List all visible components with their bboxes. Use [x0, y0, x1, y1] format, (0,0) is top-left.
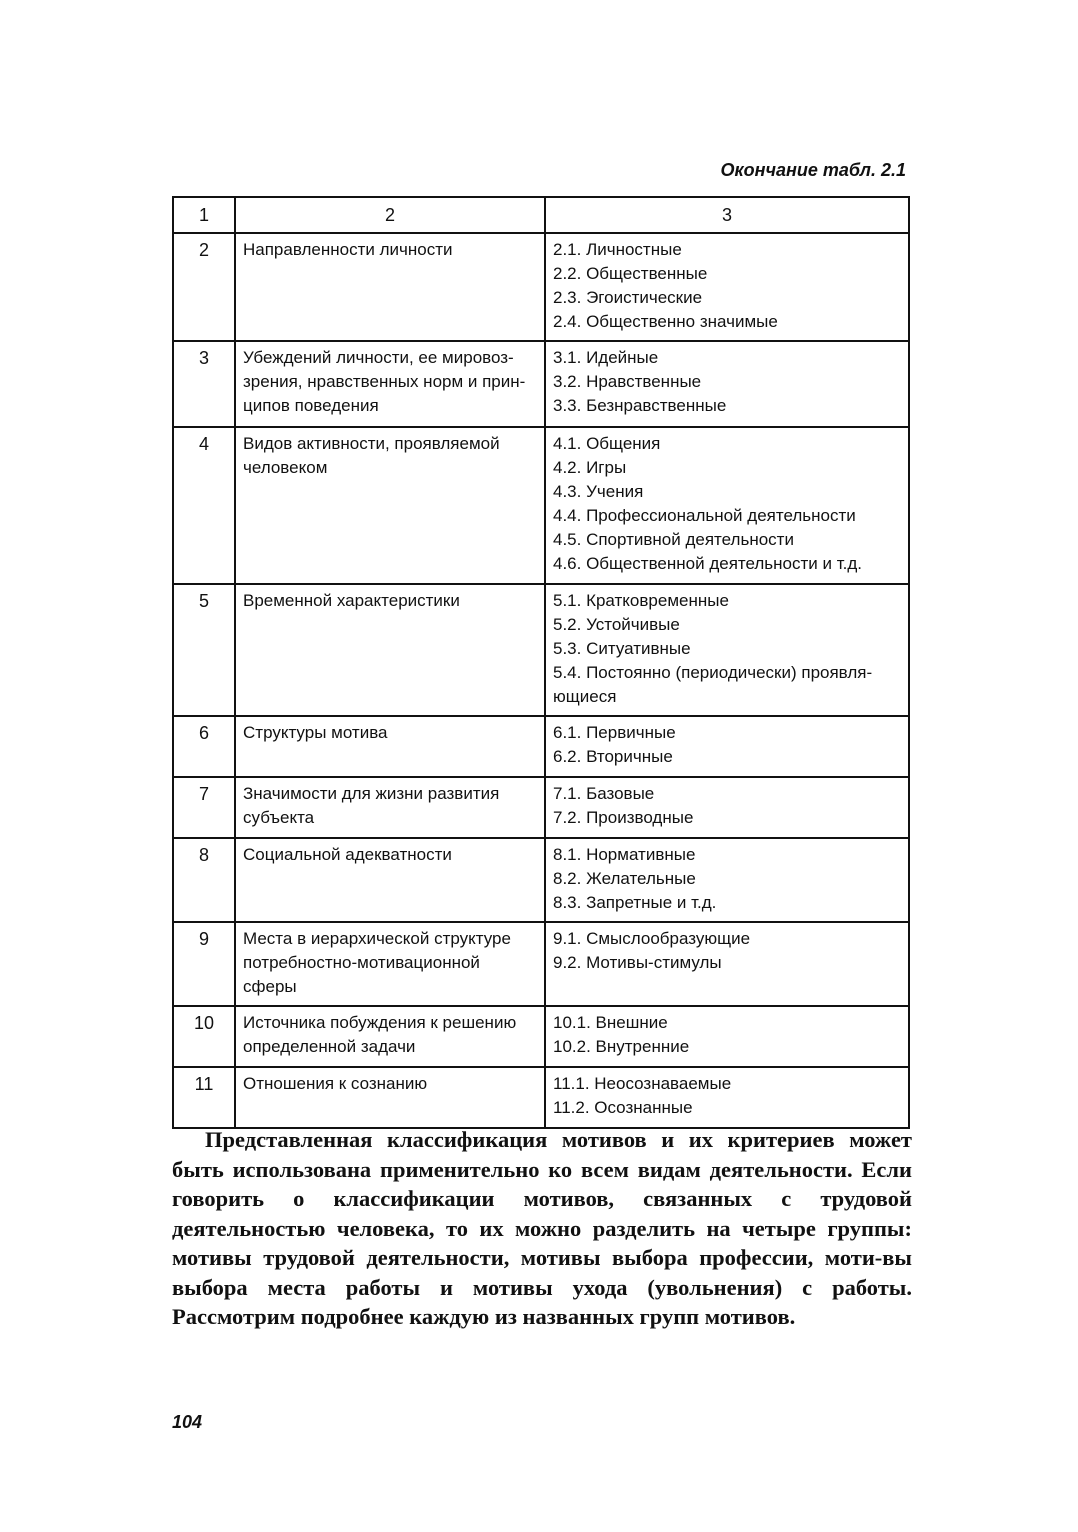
criterion-cell: Видов активности, проявляемой человеком: [235, 427, 545, 584]
criterion-cell: Структуры мотива: [235, 716, 545, 777]
type-item: 8.1. Нормативные: [553, 845, 696, 864]
criterion-cell: Места в иерархической структуре потребностно-мотивационной сферы: [235, 922, 545, 1006]
criterion-cell: Временной характеристики: [235, 584, 545, 716]
type-item: 9.2. Мотивы-стимулы: [553, 953, 722, 972]
type-item: 11.2. Осознанные: [553, 1098, 693, 1117]
row-number: 10: [173, 1006, 235, 1067]
criterion-cell: Убеждений личности, ее мировоз-зрения, нравственных норм и прин-ципов поведения: [235, 341, 545, 427]
type-item: 4.3. Учения: [553, 482, 644, 501]
types-cell: [545, 716, 909, 777]
types-cell: [545, 233, 909, 341]
type-item: 4.2. Игры: [553, 458, 627, 477]
table-row: [173, 1006, 909, 1067]
row-number: 2: [173, 233, 235, 341]
type-item: 7.1. Базовые: [553, 784, 655, 803]
row-number: 5: [173, 584, 235, 716]
row-number: 6: [173, 716, 235, 777]
type-item: 3.1. Идейные: [553, 348, 659, 367]
page-number: 104: [172, 1412, 203, 1432]
type-item: 2.4. Общественно значимые: [553, 312, 778, 331]
type-item: 11.1. Неосознаваемые: [553, 1074, 732, 1093]
type-item: 5.2. Устойчивые: [553, 615, 680, 634]
table-row: [173, 838, 909, 922]
type-item: 3.3. Безнравственные: [553, 396, 727, 415]
type-item: 7.2. Производные: [553, 808, 694, 827]
type-item: 2.1. Личностные: [553, 240, 682, 259]
criterion-cell: Отношения к сознанию: [235, 1067, 545, 1128]
table-row: [173, 233, 909, 341]
types-cell: [545, 1067, 909, 1128]
type-item: 10.1. Внешние: [553, 1013, 668, 1032]
row-number: 9: [173, 922, 235, 1006]
row-number: 7: [173, 777, 235, 838]
table-header-row: [173, 197, 909, 233]
types-cell: [545, 341, 909, 427]
types-cell: [545, 427, 909, 584]
table-row: [173, 1067, 909, 1128]
type-item: 6.2. Вторичные: [553, 747, 673, 766]
column-header-1: 1: [173, 197, 235, 233]
criterion-cell: Значимости для жизни развития субъекта: [235, 777, 545, 838]
column-header-3: 3: [545, 197, 909, 233]
type-item: 10.2. Внутренние: [553, 1037, 690, 1056]
types-cell: [545, 584, 909, 716]
type-item: 5.3. Ситуативные: [553, 639, 691, 658]
type-item: 8.3. Запретные и т.д.: [553, 893, 717, 912]
motive-classification-table: [172, 196, 910, 1129]
types-cell: [545, 838, 909, 922]
table-caption: Окончание табл. 2.1: [720, 160, 906, 180]
type-item: 3.2. Нравственные: [553, 372, 702, 391]
criterion-cell: Социальной адекватности: [235, 838, 545, 922]
row-number: 4: [173, 427, 235, 584]
criterion-cell: Направленности личности: [235, 233, 545, 341]
table-row: [173, 427, 909, 584]
types-cell: [545, 1006, 909, 1067]
type-item: 2.2. Общественные: [553, 264, 708, 283]
row-number: 3: [173, 341, 235, 427]
column-header-2: 2: [235, 197, 545, 233]
table-row: [173, 341, 909, 427]
table-row: [173, 922, 909, 1006]
types-cell: [545, 777, 909, 838]
type-item: 4.4. Профессиональной деятельности: [553, 506, 856, 525]
type-item: 4.6. Общественной деятельности и т.д.: [553, 554, 862, 573]
type-item: 2.3. Эгоистические: [553, 288, 703, 307]
type-item: 4.5. Спортивной деятельности: [553, 530, 794, 549]
type-item: 9.1. Смыслообразующие: [553, 929, 751, 948]
row-number: 11: [173, 1067, 235, 1128]
table-row: [173, 584, 909, 716]
type-item: 4.1. Общения: [553, 434, 661, 453]
criterion-cell: Источника побуждения к решению определенной задачи: [235, 1006, 545, 1067]
body-paragraph: Представленная классификация мотивов и их критериев может быть использована применительно ко всем видам деятельности. Если говорить о классификации мотивов, связанных с трудовой деятельностью человека, то их можно разделить на четыре группы: мотивы трудовой деятельности, мотивы выбора профессии, моти-вы выбора места работы и мотивы ухода (увольнения) с работы. Рассмотрим подробнее каждую из названных групп мотивов.: [172, 1127, 912, 1329]
types-cell: [545, 922, 909, 1006]
type-item: 5.4. Постоянно (периодически) проявля-ющиеся: [553, 663, 873, 706]
type-item: 6.1. Первичные: [553, 723, 676, 742]
row-number: 8: [173, 838, 235, 922]
type-item: 8.2. Желательные: [553, 869, 696, 888]
type-item: 5.1. Кратковременные: [553, 591, 729, 610]
table-row: [173, 716, 909, 777]
table-row: [173, 777, 909, 838]
